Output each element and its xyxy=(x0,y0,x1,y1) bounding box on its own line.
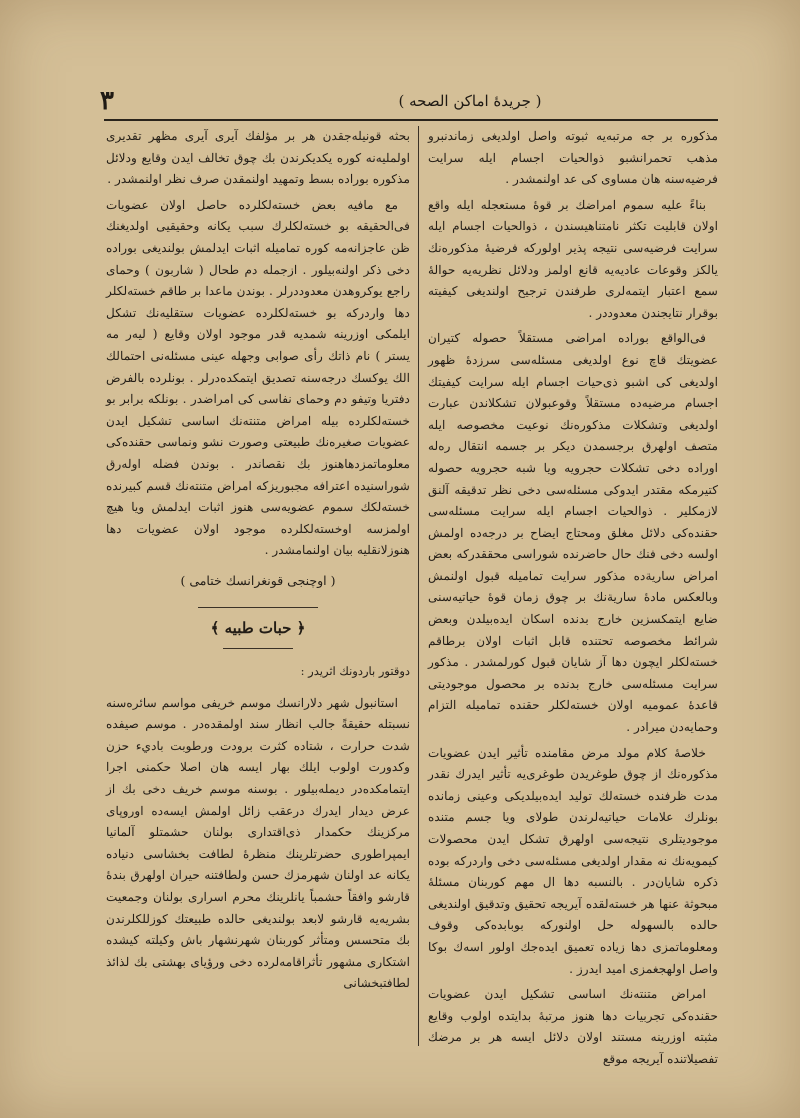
section-separator xyxy=(198,607,318,608)
paragraph: فى‌الواقع بوراده امراضى مستقلاً حصوله كتيران عضويتك قاچ نوع اولديغى مسئله‌سى سرزدهٔ ظهور اولديغى كى اشبو ذى‌حيات اجسام ايله سرايت كيفيتك اجسام مرضيه‌ده مستقلاً وقوعبولان تشكلاندن عبارت اولديغى وتشكلات مذكوره‌نك نوعيت مخصوصه ايله متصف اولهرق برجسمدن ديكر بر جسمه انتقال ره‌له اوراده دخى تشكلات حجرويه ويا شبه حجرويه حصوله كتيرمكه مقتدر ايدوكى مسئله‌سى دخى نظر تدقيقه آلنق لازمكلير . ذوالحيات اجسام ايله سرايت مسئله‌سى حقنده‌كى دلائل مغلق ومحتاج ايضاح بر درجه‌ده اولمش اولسه دخى فنك حال حاضرنده شوراسى محققدركه بعض امراض سارية‌ده مذكور سرايت تماميله قبول اولنمش وبالعكس ماده‌ٔ سارية‌نك بر چوق زمان قوهٔ حياتيه‌سنى ضايع ايتمكسزين خارج بدنده اسكان ايده‌بيلدن وبعض شرائط مخصوصه تحتنده قابل اثبات اولان برطاقم خسته‌لكلر ايچون دها آز شايان قبول كورلمشدر . مذكور سرايت مسئله‌سى خارج بدنده بر محصول موجوديتى قاعدهٔ عموميه اولان خسته‌لكلر حقنده تماميله التزام وحمايه‌دن ميرادر . xyxy=(428,331,718,735)
page-number: ٣ xyxy=(100,86,114,116)
header-rule xyxy=(104,119,718,121)
left-column xyxy=(106,126,410,1046)
right-column xyxy=(428,126,718,1066)
paragraph: مع مافيه بعض خسته‌لكلرده حاصل اولان عضويات فى‌الحقيقه بو خسته‌لكلرك سبب يكانه وحقيقيى اولديغنك ظن عاجزانه‌مه كوره تماميله اثبات ايدلمش بولنديغى بوراده دخى ذكر اولنه‌بيلور . ازجمله دم طحال ( شاربون ) وحماى راجع يوكروهدن معدوددرلر . بوندن ماعدا بر طاقم خسته‌لكلر دها واردركه بو خسته‌لكلرده عضويات ستقليه‌نك تشكل ايلمكى اوزرينه شمديه قدر موجود اولان وقايع ( ليه‌ر مه يستر ) نام ذاتك رأى صوابى وجهله عينى مسئله‌نى احتمالك الك يوكسك درجه‌سنه تصديق ايتمكده‌درلر . بونلرده بالفرض دفتريا وتيفو دم وحماى نفاسى كى امراضدر . بونلكه برابر بو خسته‌لكلرده بيله امراض متنته‌نك اساسى تشكيل ايدن عضويات صغيره‌نك طبيعتى وصورت نشو ونماسى حقنده‌كى معلوماتمزدهاهنوز بك نقصاندر . بوندن فضله اوله‌رق شوراسنيده اعترافه مجبوريزكه امراض متنته‌نك قسم كبيرنده خسته‌لكك سموم عضويه‌سى هنوز اثبات ايدلمش ويا هيچ اولمزسه اوخسته‌لكلرده موجود اولان عضويات دها هنوزلانقليه بيان اولنمامشدر . xyxy=(106,197,410,558)
section-title: ﴿ حبات طبيه ﴾ xyxy=(210,619,306,638)
byline: دوقتور باردونك اثريدر : xyxy=(300,664,410,679)
running-title: ( جريدهٔ اماكن الصحه ) xyxy=(398,92,542,110)
page-header xyxy=(100,84,720,120)
paragraph: خلاصهٔ كلام مولد مرض مقامنده تأثير ايدن عضويات مذكوره‌نك از چوق طوغريدن طوغرى‌يه تأثير ايدرك نقدر مدت ظرفنده خسته‌لك توليد ايده‌بيلديكى وعينى زمانده بونلرك علامات حياتيه‌لرندن طولاى ويا جسم متنده موجوديتلرى نتيجه‌سى اولهرق تشكل ايدن محصولات كيمويه‌نك نه مقدار اولديغى مسئله‌سى دخى واردركه بوده ذكره شايان‌در . بالنسبه دها ال مهم كوربنان مسئله‌ٔ مبحوثة عنها هر خسته‌لقده آيريجه تحقيق وتدقيق اولنديغى حالده بالسهوله حل اولنوركه بوبابده‌كى وقوف ومعلوماتمزى دها زياده تعميق ايده‌جك اولور اسه‌ك بوكا واصل اولهجغمزى اميد ايدرز . xyxy=(428,745,718,976)
column-divider xyxy=(418,126,419,1046)
paragraph: استانبول شهر دلارانسك موسم خريفى مواسم سائره‌سنه نسبتله حقيقةً جالب انظار سند اولمقده‌در . موسم صيفده شدت حرارت ، شتاده كثرت برودت ورطوبت باديء حزن وكدورت اولوب ايلك بهار ايسه هان اصلا حكمنى اجرا ايتمامكده‌در ديمله‌بيلور . بوسنه موسم خريف دخى بك از عرض ديدار ايدرك درعقب زائل اولمش ايسه‌ده اوروپاى مركزينك حكمدار ذى‌اقتدارى بولنان حشمتلو آلمانيا ايمپراطورى حضرتلرينك منظرهٔ لطافت بخشاسى دنياده يكانه عد اولنان شهرمزك حسن ولطافتنه حيران اولهرق بندهٔ قارشو وافقاً حشمباً يانلرينك محرم اسرارى بولنان وجمعيت بشريه‌يه قارشو لابعد بولنديغى حالده طبيعتك كوزللكلرندن بك متحسس ومتأثر كوربنان شهرنشهار باش وكيلته كيشده اشتكارى مشهور تأثراقامه‌لرده دخى ورؤياى بهشتى بك لذائذ لطافتبخشانى xyxy=(106,695,410,991)
paragraph: امراض متنته‌نك اساسى تشكيل ايدن عضويات حقنده‌كى تجربيات دها هنوز مرتبهٔ بدايتده اولوب وقايع مثبته اوزرينه مستند اولان دلائل ايسه هر بر مرضك تفصيلاتنده آيريجه موقع xyxy=(428,987,718,1066)
title-underline xyxy=(223,648,293,649)
paragraph: بناءً عليه سموم امراضك بر قوهٔ مستعجله ايله واقع اولان قابليت تكثر نامتناهيسندن ، ذوالحيات اجسام ايله سرايت فرضيه‌سى نتيجه پذير اولوركه فرضيهٔ مذكوره‌نك يالكز وقوعات عاديه‌يه قانع اولمز ودلائل نظريه‌يه حواله‌ٔ سمع اعتبار ايتمه‌لرى طرفندن ترجيح اولنديغى كيفيته بوقرار نتايجندن معدوددر . xyxy=(428,197,718,320)
lecture-closing-note: ( اوچنجى قونغرانسك ختامى ) xyxy=(180,572,336,588)
paragraph: مذكوره بر جه مرتبه‌يه ثبوته واصل اولديغى زماندنبرو مذهب تحمرانشبو ذوالحيات اجسام ايله سرايت فرضيه‌سنه هان مساوى كى عد اولنمشدر . xyxy=(428,129,718,187)
paragraph: بحثه قونيله‌جقدن هر بر مؤلفك آيرى آيرى مظهر تقديرى اولمليه‌نه كوره يكديكرندن بك چوق تخالف ايدن وقايع ودلائل مذكوره بوراده بسط وتمهيد اولنمقدن صرف نظر اولنمشدر . xyxy=(106,129,410,187)
